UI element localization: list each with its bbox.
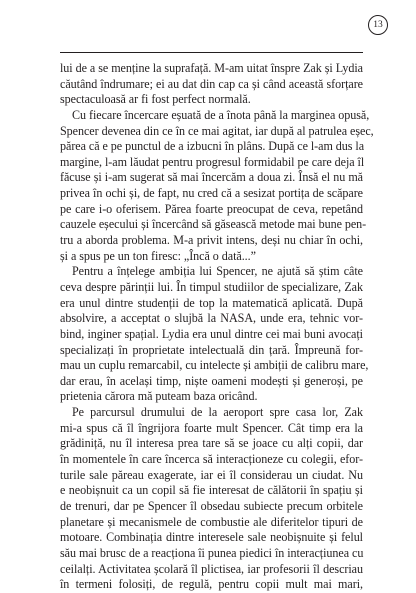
text-line: dar erau, în același timp, niște oameni modești și generoși, pe xyxy=(60,373,363,388)
text-line: prietenia cărora mă puteam baza oricând. xyxy=(60,389,258,404)
text-line: și a spus pe un ton firesc: „Încă o dată...” xyxy=(60,248,256,263)
text-line: de trenuri, dar pe Spencer îl obsedau subiecte precum orbitele xyxy=(60,498,363,513)
page-number: 13 xyxy=(368,15,388,35)
paragraph xyxy=(60,107,374,264)
text-line: mau un cuplu remarcabil, cu intelecte și ambiții de calibru mare, xyxy=(60,358,369,373)
text-line: margine, l-am lăudat pentru progresul formidabil pe care deja îl xyxy=(60,154,365,169)
text-line: e neobișnuit ca un copil să fie interesat de călătorii în spațiu și xyxy=(60,483,363,498)
text-line: Spencer devenea din ce în ce mai agitat, iar după al patrulea eșec, xyxy=(60,123,374,138)
text-line: Cu fiecare încercare eșuată de a înota până la marginea opusă, xyxy=(72,107,370,122)
text-line: făcuse și i-am sugerat să mai încercăm a doua zi. Însă el nu mă xyxy=(60,170,363,185)
text-line: Pentru a înțelege ambiția lui Spencer, ne ajută să știm câte xyxy=(72,264,363,279)
text-line: mi-a spus că îl îngrijora foarte mult Spencer. Cât timp era la xyxy=(60,420,363,435)
text-line: bind, inginer spațial. Lydia era unul dintre cei mai buni avocați xyxy=(60,326,363,341)
text-line: Pe parcursul drumului de la aeroport spre casa lor, Zak xyxy=(72,405,363,420)
text-line: specializați în proprietate intelectuală din țară. Împreună for- xyxy=(60,342,363,357)
text-line: său mai brusc de a reacționa îi punea piedici în interacțiunea cu xyxy=(60,545,364,560)
text-line: ceilalți. Activitatea școlară îl plictisea, iar profesorii îl descriau xyxy=(60,561,363,576)
text-line: turile sale păreau exagerate, iar ei îl considerau un ciudat. Nu xyxy=(60,467,363,482)
text-line: privea în ochi și, de fapt, nu cred că a sesizat portița de scăpare xyxy=(60,186,363,201)
text-line: motoare. Combinația dintre interesele sale neobișnuite și felul xyxy=(60,530,363,545)
text-line: cauzele eșecului și încercând să găsească metode mai bune pen- xyxy=(60,217,367,232)
text-line: spectaculoasă ar fi fost perfect normală. xyxy=(60,92,251,107)
text-line: pe care i-o oferisem. Părea foarte preocupat de ceva, repetând xyxy=(60,201,363,216)
text-line: în termeni folosiți, de regulă, pentru copii mult mai mari, xyxy=(60,577,363,592)
paragraph xyxy=(60,264,369,405)
body-text xyxy=(60,61,374,593)
text-line: absolvire, a acceptat o slujbă la NASA, unde era, tehnic vor- xyxy=(60,311,363,326)
text-line: lui de a se menține la suprafață. M-am uitat înspre Zak și Lydia xyxy=(60,61,363,75)
text-line: ceva despre părinții lui. În timpul studiilor de specializare, Zak xyxy=(60,279,363,294)
text-line: grădiniță, nu îl interesa prea tare să se joace cu alți copii, dar xyxy=(60,436,363,451)
paragraph xyxy=(60,405,363,593)
text-line: în momentele în care încerca să interacționeze cu colegii, efor- xyxy=(60,452,363,467)
text-line: planetare și mecanismele de combustie ale diferitelor tipuri de xyxy=(60,514,363,529)
text-line: părea că e pe punctul de a izbucni în plâns. După ce l-am dus la xyxy=(60,139,365,154)
text-line: tru a aborda problema. M-a privit intens, deși nu chiar în ochi, xyxy=(60,233,363,248)
text-line: căutând îndrumare; ei au dat din cap ca și când această sforțare xyxy=(60,76,363,91)
text-line: era unul dintre studenții de top la matematică aplicată. După xyxy=(60,295,363,310)
header-rule xyxy=(60,52,363,53)
paragraph xyxy=(60,61,363,108)
